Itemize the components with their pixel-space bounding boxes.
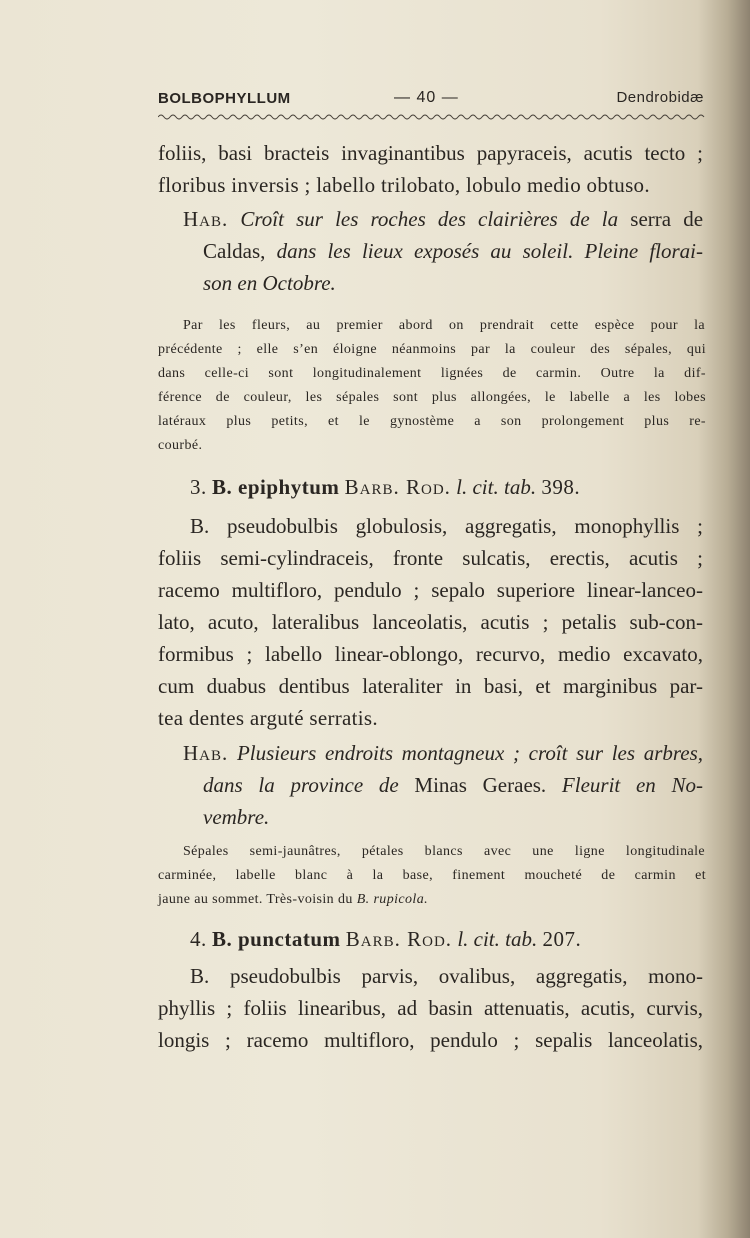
species-number: 3. [190, 475, 207, 499]
hab-text: dans la province de [203, 773, 399, 797]
hab-text: Minas Geraes. [414, 773, 547, 797]
species-reference: l. cit. tab. [457, 927, 538, 951]
note-text: B. rupicola. [356, 892, 428, 907]
header-wavy-rule [158, 113, 706, 121]
hab-label: Hab. [183, 207, 229, 231]
text-line: floribus inversis ; labello trilobato, lobulo medio obtuso. [158, 173, 650, 197]
hab-text: Plusieurs endroits montagneux ; croît sur les arbres, [236, 741, 704, 765]
page-header [158, 88, 706, 112]
note-line: férence de couleur, les sépales sont plus allongées, le labelle a les lobes [158, 390, 706, 405]
hab-text: son en Octobre. [203, 271, 336, 295]
hab-text: Croît sur les roches des clairières de la [240, 207, 619, 231]
habitat-line [203, 238, 703, 264]
hab-label: Hab. [183, 741, 229, 765]
note-line: dans celle-ci sont longitudinalement lignées de carmin. Outre la dif- [158, 366, 706, 381]
text-line: foliis, basi bracteis invaginantibus papyraceis, acutis tecto ; [158, 141, 703, 165]
hab-text: dans les lieux exposés au soleil. Pleine florai- [276, 239, 704, 263]
page-number: — 40 — [394, 89, 459, 106]
species-heading [190, 474, 580, 500]
species-author: Barb. Rod. [345, 927, 453, 951]
species-name: B. punctatum [212, 927, 341, 951]
note-line: latéraux plus petits, et le gynostème a son prolongement plus re- [158, 414, 706, 429]
running-family: Dendrobidæ [616, 89, 704, 106]
note-line [158, 890, 428, 910]
species-author: Barb. Rod. [344, 475, 451, 499]
description-line: formibus ; labello linear-oblongo, recurvo, medio excavato, [158, 642, 703, 666]
note-line: Par les fleurs, au premier abord on prendrait cette espèce pour la [183, 318, 705, 333]
species-reference: l. cit. tab. [456, 475, 537, 499]
description-line: lato, acuto, lateralibus lanceolatis, acutis ; petalis sub-con- [158, 610, 703, 634]
description-line: B. pseudobulbis parvis, ovalibus, aggregatis, mono- [190, 964, 703, 988]
description-line: cum duabus dentibus lateraliter in basi, et marginibus par- [158, 674, 703, 698]
hab-text: vembre. [203, 805, 270, 829]
hab-text: Fleurit en No- [561, 773, 704, 797]
note-text: jaune au sommet. Très-voisin du [158, 892, 353, 907]
running-title: BOLBOPHYLLUM [158, 90, 291, 107]
hab-text: serra de [630, 207, 704, 231]
species-heading [190, 926, 581, 952]
habitat-line [203, 804, 269, 830]
note-line: courbé. [158, 438, 203, 453]
habitat-line [183, 206, 703, 232]
description-line: foliis semi-cylindraceis, fronte sulcatis, erectis, acutis ; [158, 546, 703, 570]
habitat-line [203, 772, 703, 798]
note-line: précédente ; elle s’en éloigne néanmoins par la couleur des sépales, qui [158, 342, 706, 357]
species-name: B. epiphytum [212, 475, 340, 499]
species-number: 4. [190, 927, 207, 951]
species-plate: 207. [542, 927, 582, 951]
description-line: tea dentes arguté serratis. [158, 706, 378, 730]
description-line: phyllis ; foliis linearibus, ad basin attenuatis, acutis, curvis, [158, 996, 703, 1020]
note-line: Sépales semi-jaunâtres, pétales blancs avec une ligne longitudinale [183, 844, 705, 859]
description-line: racemo multifloro, pendulo ; sepalo superiore linear-lanceo- [158, 578, 703, 602]
habitat-line [203, 270, 336, 296]
species-plate: 398. [541, 475, 581, 499]
habitat-line [183, 740, 703, 766]
description-line: B. pseudobulbis globulosis, aggregatis, monophyllis ; [190, 514, 703, 538]
note-line: carminée, labelle blanc à la base, finement moucheté de carmin et [158, 868, 706, 883]
description-line: longis ; racemo multifloro, pendulo ; sepalis lanceolatis, [158, 1028, 703, 1052]
hab-text: Caldas, [203, 239, 266, 263]
